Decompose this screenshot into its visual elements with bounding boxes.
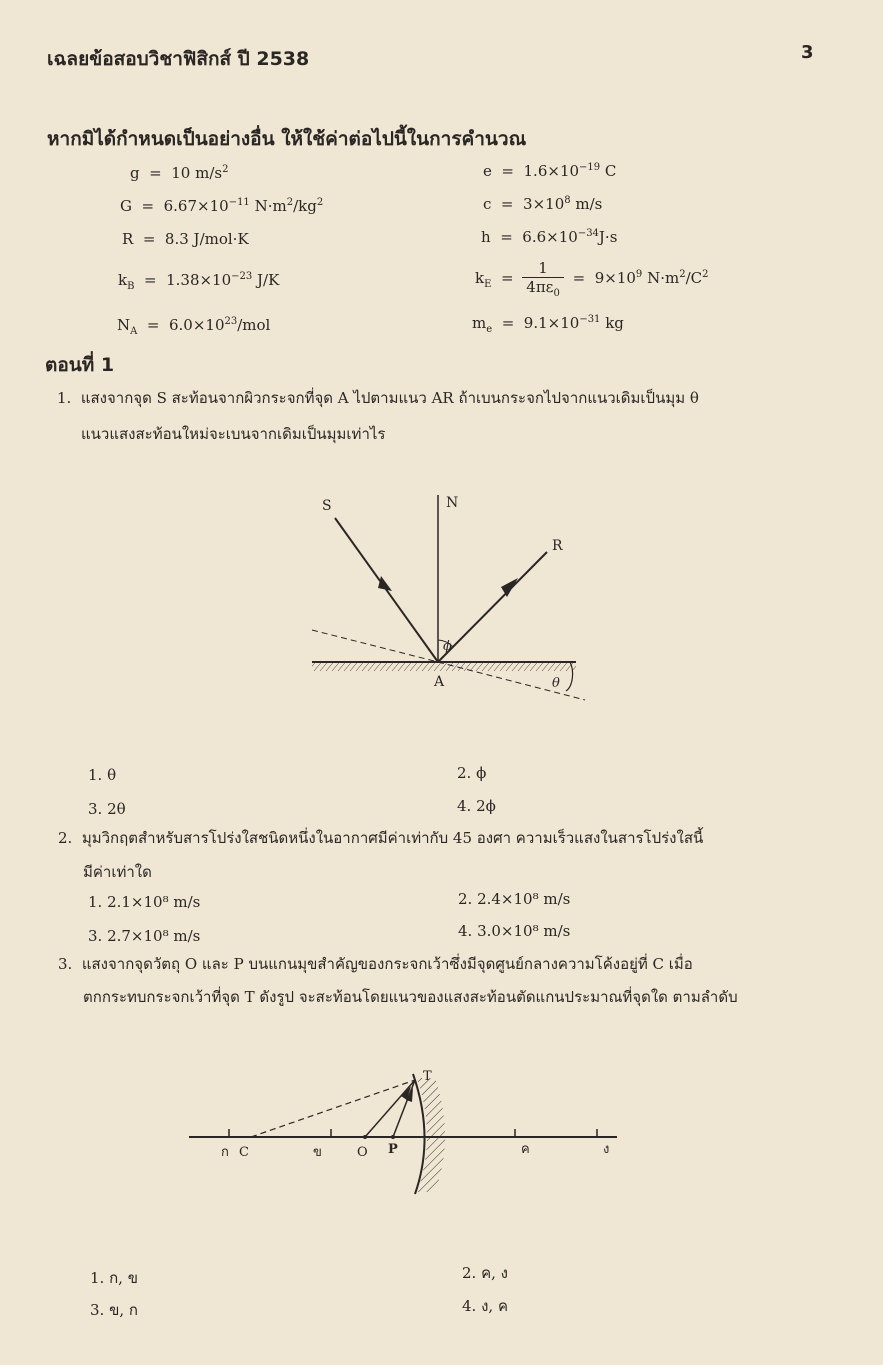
constant-G: $G = 6.67\times 10^{-11}$ $N\cdot m^2/kg^2$ [120,197,324,215]
point-O [363,1135,367,1139]
q2-choice-3[interactable]: 3. 2.7×10⁸ m/s [88,927,201,945]
label-T: T [423,1069,432,1084]
q1-choice-3[interactable]: 3. 2θ [88,800,126,818]
label-A: A [434,674,445,690]
constant-h: $h = 6.6\times 10^{-34}J\cdot s$ [481,228,618,246]
point-P [391,1135,395,1139]
label-kh: ข [313,1145,322,1160]
section-title: ตอนที่ 1 [45,354,115,376]
label-P: P [388,1142,398,1157]
q1-choice-4[interactable]: 4. 2ϕ [457,797,496,815]
constant-NA: $N_A = 6.0\times 10^{23}/mol$ [117,316,271,337]
label-theta: θ [552,676,560,691]
q3-choice-3[interactable]: 3. ข, ก [90,1301,138,1319]
reflected-arrowhead [501,578,518,597]
question-3-line-1: 3. แสงจากจุดวัตถุ O และ P บนแกนมุขสำคัญของกระจกเว้าซึ่งมีจุดศูนย์กลางความโค้งอยู่ที่ C เมื่อ [58,955,693,973]
label-ng: ง [603,1142,610,1157]
constant-kE: $k_E$ = $\frac{1}{4\pi\varepsilon_0}$ = $9\times 10^9$ $N\cdot m^2/C^2$ [475,259,709,299]
reflection-diagram [300,480,600,710]
label-N: N [446,495,459,511]
constant-kB: $k_B = 1.38\times 10^{-23}$ J/K [118,271,280,292]
q1-choice-2[interactable]: 2. ϕ [457,764,487,782]
label-O: O [357,1145,368,1160]
question-2-line-2: มีค่าเท่าใด [83,863,152,881]
concave-mirror-diagram [185,1060,625,1200]
question-2-line-1: 2. มุมวิกฤตสำหรับสารโปร่งใสชนิดหนึ่งในอากาศมีค่าเท่ากับ 45 องศา ความเร็วแสงในสารโปร่งใสนี้ [58,829,704,847]
label-phi: ϕ [443,639,452,654]
constant-e: $e = 1.6\times 10^{-19}$ C [483,162,617,180]
constant-c: $c = 3\times 10^8$ m/s [483,195,603,213]
page-number: 3 [801,42,814,63]
question-1-line-2: แนวแสงสะท้อนใหม่จะเบนจากเดิมเป็นมุมเท่าไร [81,425,386,443]
constants-instruction: หากมิได้กำหนดเป็นอย่างอื่น ให้ใช้ค่าต่อไปนี้ในการคำนวณ [47,128,527,150]
label-kho: ค [521,1142,530,1157]
incident-arrowhead [378,576,392,591]
mirror-hatching [312,663,576,671]
q2-choice-1[interactable]: 1. 2.1×10⁸ m/s [88,893,201,911]
q3-choice-4[interactable]: 4. ง, ค [462,1297,508,1315]
q2-choice-2[interactable]: 2. 2.4×10⁸ m/s [458,890,571,908]
page-header-title: เฉลยข้อสอบวิชาฟิสิกส์ ปี 2538 [47,48,310,70]
question-3-line-2: ตกกระทบกระจกเว้าที่จุด T ดังรูป จะสะท้อนโดยแนวของแสงสะท้อนตัดแกนประมาณที่จุดใด ตามลำดับ [83,988,738,1006]
ray-from-P [393,1080,415,1137]
label-C: C [239,1145,249,1160]
q3-choice-2[interactable]: 2. ค, ง [462,1264,508,1282]
constant-R: R = 8.3 J/mol·K [122,230,249,248]
incident-ray [335,518,438,662]
reflected-ray [438,552,547,662]
q3-choice-1[interactable]: 1. ก, ข [90,1269,138,1287]
ray-from-O [365,1080,415,1137]
q2-choice-4[interactable]: 4. 3.0×10⁸ m/s [458,922,571,940]
label-S: S [322,498,332,514]
constant-me: $m_e = 9.1\times 10^{-31}$ kg [472,314,624,335]
label-k: ก [221,1145,229,1160]
q1-choice-1[interactable]: 1. θ [88,766,117,784]
constant-g: g = 10 $m/s^2$ [130,164,229,182]
question-1-line-1: 1. แสงจากจุด S สะท้อนจากผิวกระจกที่จุด A ไปตามแนว AR ถ้าเบนกระจกไปจากแนวเดิมเป็นมุม θ [57,389,699,407]
label-R: R [552,538,563,554]
